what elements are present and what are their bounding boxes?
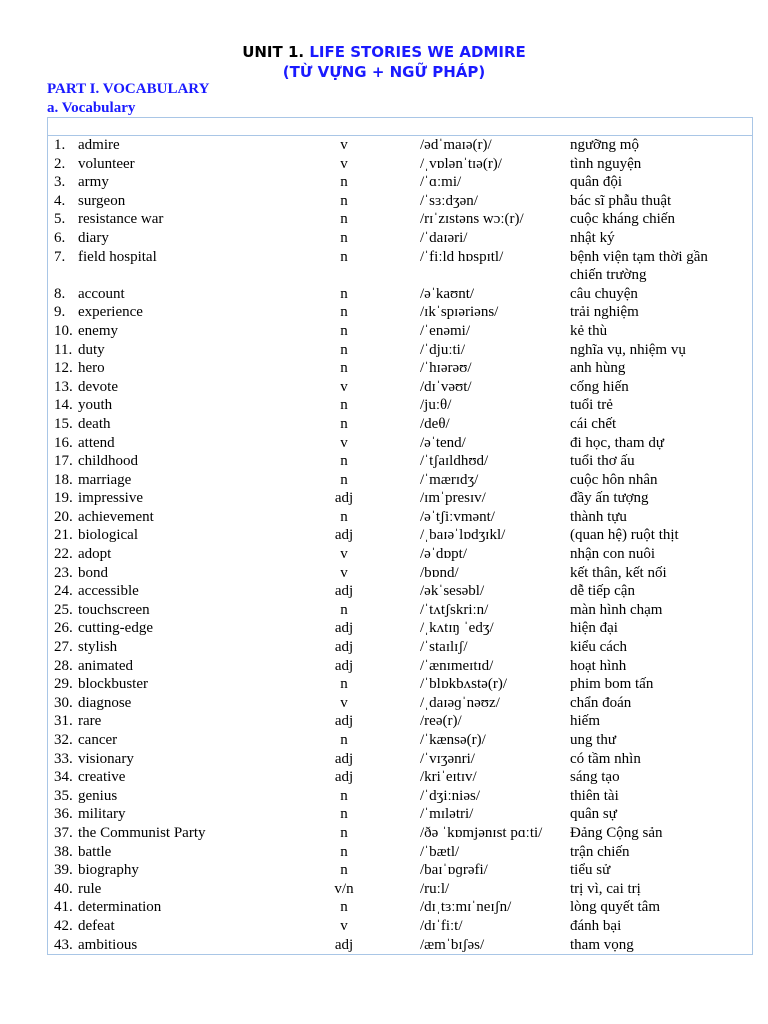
row-word: devote	[78, 378, 118, 395]
table-row	[48, 824, 752, 843]
row-number: 16.	[54, 434, 73, 451]
row-word: creative	[78, 769, 126, 786]
row-number: 40.	[54, 880, 73, 897]
row-number: 13.	[54, 378, 73, 395]
row-word: impressive	[78, 490, 143, 507]
row-pronunciation: /dɪˈfiːt/	[420, 917, 463, 934]
row-pronunciation: /ˈkænsə(r)/	[420, 732, 486, 748]
row-meaning: tuổi thơ ấu	[570, 453, 635, 470]
table-row	[48, 657, 752, 676]
row-number: 42.	[54, 917, 73, 934]
row-pronunciation: /dɪˌtɜːmɪˈneɪʃn/	[420, 899, 512, 916]
table-row	[48, 359, 752, 378]
row-meaning: nghĩa vụ, nhiệm vụ	[570, 341, 686, 358]
row-part-of-speech: n	[340, 360, 348, 377]
row-number: 36.	[54, 806, 73, 823]
row-pronunciation: /əkˈsesəbl/	[420, 583, 485, 600]
row-part-of-speech: adj	[334, 620, 354, 637]
row-word: experience	[78, 304, 143, 321]
row-word: genius	[78, 787, 118, 804]
row-number: 18.	[54, 471, 73, 488]
row-pronunciation: /rɪˈzɪstəns wɔː(r)/	[420, 211, 524, 228]
row-pronunciation: /deθ/	[420, 415, 450, 432]
row-word: account	[78, 285, 125, 302]
row-meaning: hiện đại	[570, 620, 618, 637]
row-pronunciation: /ɪkˈspɪəriəns/	[420, 304, 499, 321]
row-word: defeat	[78, 917, 115, 934]
row-pronunciation: /ədˈmaɪə(r)/	[420, 137, 492, 153]
row-meaning: nhận con nuôi	[570, 546, 655, 563]
row-word: stylish	[78, 639, 118, 656]
row-meaning-line: bệnh viện tạm thời gần	[570, 248, 708, 265]
row-part-of-speech: n	[340, 899, 348, 916]
table-row	[48, 843, 752, 862]
row-word: rare	[78, 713, 102, 730]
row-pronunciation: /əˈtʃiːvmənt/	[420, 508, 495, 525]
row-number: 29.	[54, 676, 73, 693]
row-part-of-speech: v/n	[334, 880, 354, 897]
title-prefix: UNIT 1.	[242, 43, 305, 61]
row-part-of-speech: n	[340, 192, 348, 209]
row-pronunciation: /ˈɑːmi/	[420, 174, 462, 191]
row-part-of-speech: n	[340, 174, 348, 191]
table-row	[48, 415, 752, 434]
table-row	[48, 155, 752, 174]
row-number: 9.	[54, 304, 66, 321]
row-number: 34.	[54, 769, 73, 786]
table-row	[48, 582, 752, 601]
row-number: 5.	[54, 211, 66, 228]
row-word: military	[78, 806, 126, 823]
table-row	[48, 192, 752, 211]
row-part-of-speech: adj	[334, 936, 354, 953]
title-subtitle: (TỪ VỰNG + NGỮ PHÁP)	[282, 63, 486, 81]
row-part-of-speech: n	[340, 229, 348, 246]
row-pronunciation: /ˌdaɪəɡˈnəʊz/	[420, 694, 500, 711]
table-row	[48, 564, 752, 583]
row-word: cancer	[78, 732, 118, 748]
row-meaning: (quan hệ) ruột thịt	[570, 527, 679, 544]
row-number: 26.	[54, 620, 73, 637]
row-number: 20.	[54, 508, 73, 525]
row-pronunciation: /ˈtʌtʃskriːn/	[420, 601, 489, 618]
row-meaning: đầy ấn tượng	[570, 490, 649, 507]
row-number: 15.	[54, 415, 73, 432]
row-pronunciation: /ˈsɜːdʒən/	[420, 192, 478, 209]
table-row	[48, 489, 752, 508]
row-meaning: quân đội	[570, 174, 623, 191]
row-part-of-speech: adj	[334, 490, 354, 507]
row-pronunciation: /ˈstaɪlɪʃ/	[420, 639, 468, 656]
row-part-of-speech: n	[340, 453, 348, 470]
row-pronunciation: /ˈfiːld hɒspɪtl/	[420, 248, 504, 265]
part-heading: PART I. VOCABULARY	[47, 81, 210, 97]
row-pronunciation: /ɪmˈpresɪv/	[420, 490, 486, 507]
row-pronunciation: /ˈenəmi/	[420, 322, 470, 339]
row-pronunciation: /ruːl/	[420, 880, 450, 897]
row-number: 23.	[54, 564, 73, 581]
table-row	[48, 248, 752, 285]
row-part-of-speech: n	[340, 601, 348, 618]
row-part-of-speech: adj	[334, 527, 354, 544]
row-meaning: kiểu cách	[570, 639, 628, 656]
row-number: 6.	[54, 229, 66, 246]
table-row	[48, 638, 752, 657]
row-meaning: lòng quyết tâm	[570, 899, 660, 916]
row-word: battle	[78, 843, 112, 860]
row-part-of-speech: n	[340, 304, 348, 321]
vocabulary-table	[47, 117, 753, 955]
row-number: 14.	[54, 397, 73, 414]
row-word: visionary	[78, 750, 134, 767]
row-word: biological	[78, 527, 138, 544]
row-number: 11.	[54, 341, 73, 358]
row-meaning: thành tựu	[570, 508, 627, 525]
table-row	[48, 750, 752, 769]
row-part-of-speech: n	[340, 806, 348, 823]
row-word: attend	[78, 434, 115, 451]
table-row	[48, 508, 752, 527]
row-part-of-speech: n	[340, 862, 348, 879]
row-pronunciation: /ˌkʌtɪŋ ˈedʒ/	[420, 620, 494, 637]
row-word: enemy	[78, 322, 118, 339]
table-row	[48, 173, 752, 192]
row-meaning: quân sự	[570, 806, 617, 823]
row-meaning: cuộc kháng chiến	[570, 211, 675, 228]
table-row	[48, 396, 752, 415]
table-row	[48, 434, 752, 453]
row-part-of-speech: adj	[334, 750, 354, 767]
row-pronunciation: /juːθ/	[420, 397, 452, 414]
row-number: 25.	[54, 601, 73, 618]
row-pronunciation: /ˈænɪmeɪtɪd/	[420, 657, 494, 674]
row-meaning: thiên tài	[570, 787, 619, 804]
row-word: accessible	[78, 583, 139, 600]
row-part-of-speech: n	[340, 824, 348, 841]
row-meaning: cuộc hôn nhân	[570, 471, 658, 488]
table-row	[48, 341, 752, 360]
row-number: 7.	[54, 248, 66, 265]
row-meaning: phim bom tấn	[570, 676, 654, 693]
row-number: 30.	[54, 694, 73, 711]
row-pronunciation: /ˈdaɪəri/	[420, 229, 468, 246]
row-part-of-speech: adj	[334, 583, 354, 600]
row-part-of-speech: v	[340, 434, 348, 451]
row-part-of-speech: v	[340, 155, 348, 172]
row-word: blockbuster	[78, 676, 148, 693]
row-number: 10.	[54, 322, 73, 339]
row-word: touchscreen	[78, 601, 150, 618]
table-row	[48, 601, 752, 620]
row-word: ambitious	[78, 936, 138, 953]
row-word: animated	[78, 657, 133, 674]
row-word: death	[78, 415, 111, 432]
row-pronunciation: /æmˈbɪʃəs/	[420, 936, 485, 953]
row-pronunciation: /ˈmærɪdʒ/	[420, 471, 479, 488]
row-word: rule	[78, 880, 102, 897]
row-meaning: chẩn đoán	[570, 694, 632, 711]
table-row	[48, 898, 752, 917]
row-number: 4.	[54, 192, 66, 209]
row-part-of-speech: n	[340, 248, 348, 265]
row-word: duty	[78, 341, 105, 358]
row-meaning: có tầm nhìn	[570, 750, 641, 767]
table-row	[48, 526, 752, 545]
row-meaning: cống hiến	[570, 378, 629, 395]
row-meaning: ung thư	[570, 732, 617, 748]
row-part-of-speech: n	[340, 211, 348, 228]
row-part-of-speech: v	[340, 917, 348, 934]
sub-heading: a. Vocabulary	[47, 100, 136, 116]
table-row	[48, 805, 752, 824]
row-part-of-speech: n	[340, 787, 348, 804]
row-word: achievement	[78, 508, 154, 525]
row-meaning: đi học, tham dự	[570, 434, 664, 451]
row-meaning: nhật ký	[570, 229, 615, 246]
row-meaning: trận chiến	[570, 843, 630, 860]
table-row	[48, 675, 752, 694]
row-part-of-speech: n	[340, 397, 348, 414]
row-number: 22.	[54, 546, 73, 563]
row-number: 33.	[54, 750, 73, 767]
row-pronunciation: /bɒnd/	[420, 564, 459, 581]
row-part-of-speech: n	[340, 843, 348, 860]
row-meaning: tuổi trẻ	[570, 397, 613, 414]
row-meaning: đánh bại	[570, 917, 622, 934]
row-meaning: hoạt hình	[570, 657, 627, 674]
row-part-of-speech: n	[340, 471, 348, 488]
row-number: 38.	[54, 843, 73, 860]
row-meaning: màn hình chạm	[570, 601, 663, 618]
row-word: diary	[78, 229, 109, 246]
row-number: 2.	[54, 155, 66, 172]
row-word: youth	[78, 397, 113, 414]
row-part-of-speech: adj	[334, 657, 354, 674]
row-word: cutting-edge	[78, 620, 153, 637]
row-word: the Communist Party	[78, 824, 206, 841]
row-word: hero	[78, 360, 105, 377]
table-row	[48, 229, 752, 248]
row-word: surgeon	[78, 192, 126, 209]
table-row	[48, 285, 752, 304]
row-meaning: tiểu sử	[570, 862, 611, 879]
row-pronunciation: /baɪˈɒɡrəfi/	[420, 862, 488, 879]
row-pronunciation: /əˈkaʊnt/	[420, 285, 475, 302]
row-pronunciation: /ˈvɪʒənri/	[420, 750, 475, 767]
table-row	[48, 452, 752, 471]
row-pronunciation: /kriˈeɪtɪv/	[420, 769, 477, 786]
row-pronunciation: /reə(r)/	[420, 713, 462, 730]
table-row	[48, 731, 752, 750]
row-meaning: tham vọng	[570, 936, 634, 953]
row-pronunciation: /ˈdjuːti/	[420, 341, 465, 358]
row-part-of-speech: v	[340, 546, 348, 563]
row-meaning: anh hùng	[570, 360, 626, 377]
table-row	[48, 619, 752, 638]
row-number: 8.	[54, 285, 66, 302]
row-pronunciation: /ˈhɪərəʊ/	[420, 360, 472, 377]
table-row	[48, 210, 752, 229]
row-number: 37.	[54, 824, 73, 841]
table-row	[48, 694, 752, 713]
table-row	[48, 471, 752, 490]
row-word: bond	[78, 564, 108, 581]
row-meaning: ngưỡng mộ	[570, 137, 639, 153]
row-number: 39.	[54, 862, 73, 879]
row-word: volunteer	[78, 155, 135, 172]
table-row	[48, 378, 752, 397]
table-row	[48, 936, 752, 955]
document-title	[0, 42, 768, 82]
row-meaning: hiếm	[570, 713, 600, 730]
row-meaning: kẻ thù	[570, 322, 608, 339]
row-number: 28.	[54, 657, 73, 674]
row-part-of-speech: n	[340, 285, 348, 302]
row-word: determination	[78, 899, 162, 916]
row-number: 43.	[54, 936, 73, 953]
row-part-of-speech: v	[340, 564, 348, 581]
row-meaning: Đảng Cộng sản	[570, 824, 663, 841]
table-row	[48, 545, 752, 564]
row-part-of-speech: adj	[334, 639, 354, 656]
row-part-of-speech: adj	[334, 713, 354, 730]
row-part-of-speech: n	[340, 322, 348, 339]
row-word: childhood	[78, 453, 138, 470]
table-row	[48, 917, 752, 936]
row-number: 27.	[54, 639, 73, 656]
title-line-1	[0, 42, 768, 62]
row-meaning: kết thân, kết nối	[570, 564, 667, 581]
table-body	[48, 136, 752, 954]
row-meaning: trị vì, cai trị	[570, 880, 641, 897]
row-number: 3.	[54, 174, 66, 191]
row-number: 12.	[54, 360, 73, 377]
row-meaning: dễ tiếp cận	[570, 583, 635, 600]
row-pronunciation: /ðə ˈkɒmjənɪst pɑːti/	[420, 824, 543, 841]
row-pronunciation: /əˈtend/	[420, 434, 466, 451]
row-word: biography	[78, 862, 139, 879]
table-row	[48, 861, 752, 880]
row-word: field hospital	[78, 248, 157, 265]
row-pronunciation: /ˈdʒiːniəs/	[420, 787, 480, 804]
table-row	[48, 303, 752, 322]
row-part-of-speech: n	[340, 415, 348, 432]
row-part-of-speech: v	[340, 694, 348, 711]
table-header-strip	[48, 118, 752, 136]
row-part-of-speech: n	[340, 341, 348, 358]
row-word: diagnose	[78, 694, 132, 711]
row-part-of-speech: v	[340, 378, 348, 395]
row-number: 31.	[54, 713, 73, 730]
row-pronunciation: /ˌvɒlənˈtɪə(r)/	[420, 155, 502, 172]
row-meaning-line: chiến trường	[570, 267, 647, 284]
row-part-of-speech: n	[340, 676, 348, 693]
row-word: adopt	[78, 546, 112, 563]
title-name: LIFE STORIES WE ADMIRE	[309, 43, 526, 61]
row-word: resistance war	[78, 211, 164, 228]
row-word: admire	[78, 137, 120, 153]
row-meaning: tình nguyện	[570, 155, 642, 172]
table-row	[48, 768, 752, 787]
row-number: 21.	[54, 527, 73, 544]
table-row	[48, 712, 752, 731]
row-pronunciation: /əˈdɒpt/	[420, 546, 467, 563]
row-number: 35.	[54, 787, 73, 804]
table-row	[48, 787, 752, 806]
row-pronunciation: /ˈtʃaɪldhʊd/	[420, 453, 489, 470]
row-number: 1.	[54, 137, 66, 153]
row-pronunciation: /ˌbaɪəˈlɒdʒɪkl/	[420, 527, 506, 544]
table-row	[48, 322, 752, 341]
row-meaning: trải nghiệm	[570, 304, 639, 321]
row-part-of-speech: adj	[334, 769, 354, 786]
row-number: 32.	[54, 732, 73, 748]
row-meaning: câu chuyện	[570, 285, 638, 302]
row-word: army	[78, 174, 109, 191]
row-word: marriage	[78, 471, 132, 488]
row-number: 24.	[54, 583, 73, 600]
table-row	[48, 136, 752, 155]
row-part-of-speech: n	[340, 508, 348, 525]
row-number: 19.	[54, 490, 73, 507]
row-pronunciation: /dɪˈvəʊt/	[420, 378, 472, 395]
row-part-of-speech: v	[340, 137, 348, 153]
row-meaning	[570, 248, 752, 285]
row-number: 41.	[54, 899, 73, 916]
row-pronunciation: /ˈblɒkbʌstə(r)/	[420, 676, 507, 693]
row-meaning: cái chết	[570, 415, 617, 432]
row-meaning: sáng tạo	[570, 769, 620, 786]
row-part-of-speech: n	[340, 732, 348, 748]
row-pronunciation: /ˈmɪlətri/	[420, 806, 474, 823]
row-meaning: bác sĩ phẫu thuật	[570, 192, 672, 209]
row-pronunciation: /ˈbætl/	[420, 843, 460, 860]
table-row	[48, 880, 752, 899]
row-number: 17.	[54, 453, 73, 470]
